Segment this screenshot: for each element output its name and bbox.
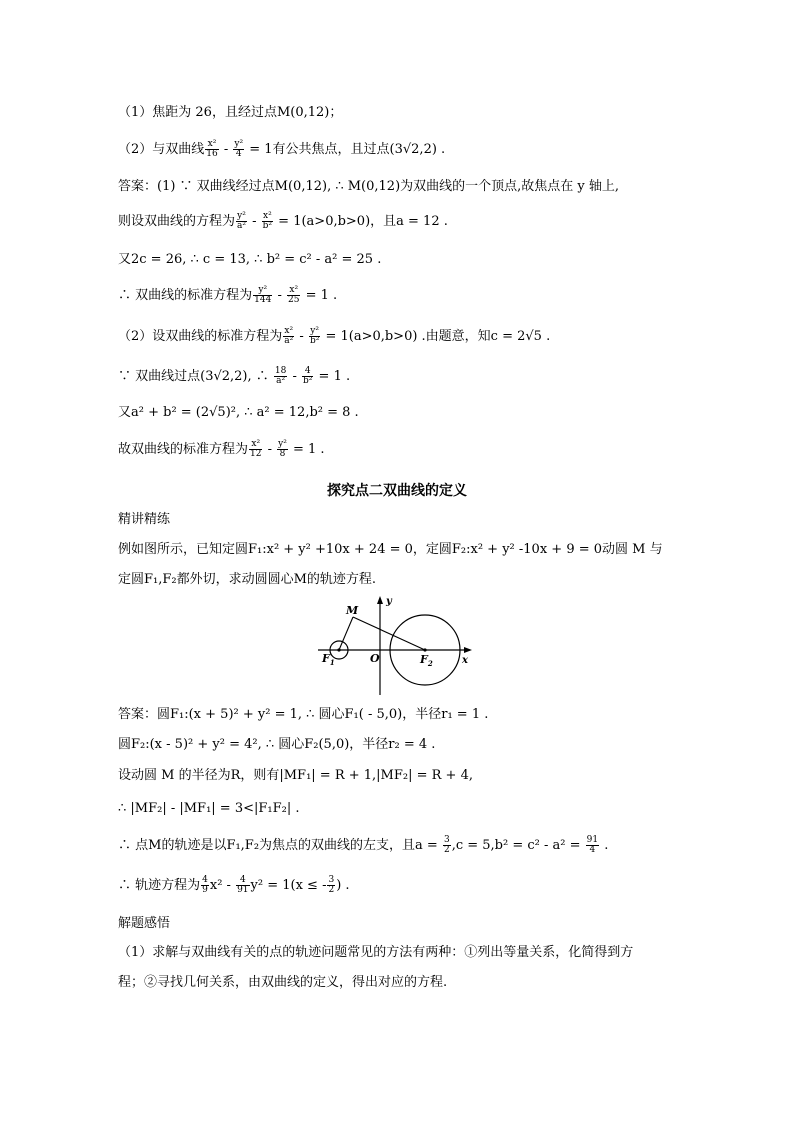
section-title: 探究点二双曲线的定义 [327,483,467,499]
text: （2）设双曲线的标准方程为 [118,329,283,344]
insight-line-1: （1）求解与双曲线有关的点的轨迹问题常见的方法有两种：①列出等量关系，化简得到方 [118,945,634,960]
solution-line-1: 答案：圆F₁:(x + 5)² + y² = 1, ∴ 圆心F₁( - 5,0)，半径r₁ = 1 . [118,707,489,722]
answer-line-5 [118,327,550,346]
fraction: $\frac{\text{y²}}{4}$ [234,139,244,159]
text: . [600,838,609,853]
label-jingjiang: 精讲精练 [118,512,171,527]
text: ) . [336,878,350,893]
solution-line-4: ∴ |MF₂| - |MF₁| = 3<|F₁F₂| . [118,801,300,816]
label-o: O [370,652,380,665]
example-line-2: 定圆F₁,F₂都外切，求动圆圆心M的轨迹方程. [118,572,377,587]
text: - [295,329,308,344]
text: - [263,442,277,457]
text: - [273,288,286,303]
fraction: $\frac{3}{2}$ [443,835,450,855]
text: = 1 . [301,288,338,303]
answer-line-6 [118,367,350,386]
fraction: $\frac{\text{x²}}{\text{a²}}$ [284,326,294,346]
fraction: $\frac{\text{y²}}{8}$ [278,439,287,459]
answer-line-8 [118,440,325,459]
text: = 1(a>0,b>0)，且a = 12 . [274,214,448,229]
fraction: $\frac{\text{y²}}{\text{b²}}$ [309,326,320,346]
label-y: y [386,596,392,607]
problem-1: （1）焦距为 26，且经过点M(0,12)； [118,105,343,120]
fraction: $\frac{\text{x²}}{12}$ [250,439,262,459]
text: - [219,142,233,157]
text: = 1 . [314,369,351,384]
fraction: $\frac{18}{\text{a²}}$ [274,366,287,386]
fraction: $\frac{\text{x²}}{25}$ [288,285,300,305]
fraction: $\frac{\text{y²}}{144}$ [254,285,272,305]
text: ∴ 轨迹方程为 [118,878,201,893]
answer-line-4 [118,286,337,305]
answer-line-3: 又2c = 26, ∴ c = 13, ∴ b² = c² - a² = 25 . [118,252,382,267]
fraction: $\frac{4}{9}$ [202,875,208,895]
x-axis-arrow [464,647,472,653]
point-f1 [337,648,340,651]
fraction: $\frac{\text{x²}}{16}$ [206,139,218,159]
text: - [288,369,302,384]
solution-line-5 [118,836,608,855]
text: - [248,214,261,229]
text: 故双曲线的标准方程为 [118,442,249,457]
fraction: $\frac{\text{x²}}{\text{b²}}$ [262,211,273,231]
text: ∵ 双曲线过点(3√2,2), ∴ [118,369,273,384]
solution-line-2: 圆F₂:(x - 5)² + y² = 4², ∴ 圆心F₂(5,0)，半径r₂ = 4 . [118,737,436,752]
solution-line-6 [118,876,350,895]
y-axis-arrow [377,596,383,604]
text: 则设双曲线的方程为 [118,214,236,229]
circle-f2 [390,615,460,685]
text: = 1 . [288,442,325,457]
solution-line-3: 设动圆 M 的半径为R，则有|MF₁| = R + 1,|MF₂| = R + 4, [118,768,473,783]
circle-f1 [330,641,348,659]
answer-line-2 [118,212,448,231]
fraction: $\frac{3}{2}$ [328,875,335,895]
text: （2）与双曲线 [118,142,205,157]
segment-mf1 [339,617,353,650]
insight-line-2: 程；②寻找几何关系，由双曲线的定义，得出对应的方程. [118,975,448,990]
example-line-1: 例如图所示，已知定圆F₁:x² + y² +10x + 24 = 0，定圆F₂:x² + y² -10x + 9 = 0动圆 M 与 [118,542,663,557]
label-f2: $F_2$ [420,653,433,668]
text: = 1(a>0,b>0) .由题意，知c = 2√5 . [321,329,551,344]
label-jieti: 解题感悟 [118,916,171,931]
text: ,c = 5,b² = c² - a² = [451,838,585,853]
point-f2 [423,648,426,651]
label-x: x [462,655,468,666]
text: = 1有公共焦点，且过点(3√2,2) . [245,142,446,157]
answer-line-1: 答案：(1) ∵ 双曲线经过点M(0,12), ∴ M(0,12)为双曲线的一个顶点,故焦点在 y 轴上, [118,179,620,194]
problem-2 [118,140,445,159]
label-m: M [346,604,359,617]
text: ∴ 双曲线的标准方程为 [118,288,253,303]
fraction: $\frac{4}{91}$ [237,875,249,895]
segment-mf2 [353,617,425,650]
fraction: $\frac{4}{\text{b²}}$ [303,366,313,386]
label-f1: $F_1$ [322,652,335,667]
text: ∴ 点M的轨迹是以F₁,F₂为焦点的双曲线的左支，且a = [118,838,442,853]
answer-line-7: 又a² + b² = (2√5)², ∴ a² = 12,b² = 8 . [118,405,359,420]
text: y² = 1(x ≤ - [250,878,327,893]
fraction: $\frac{\text{y²}}{\text{a²}}$ [237,211,246,231]
text: x² - [209,878,236,893]
fraction: $\frac{91}{4}$ [586,835,599,855]
